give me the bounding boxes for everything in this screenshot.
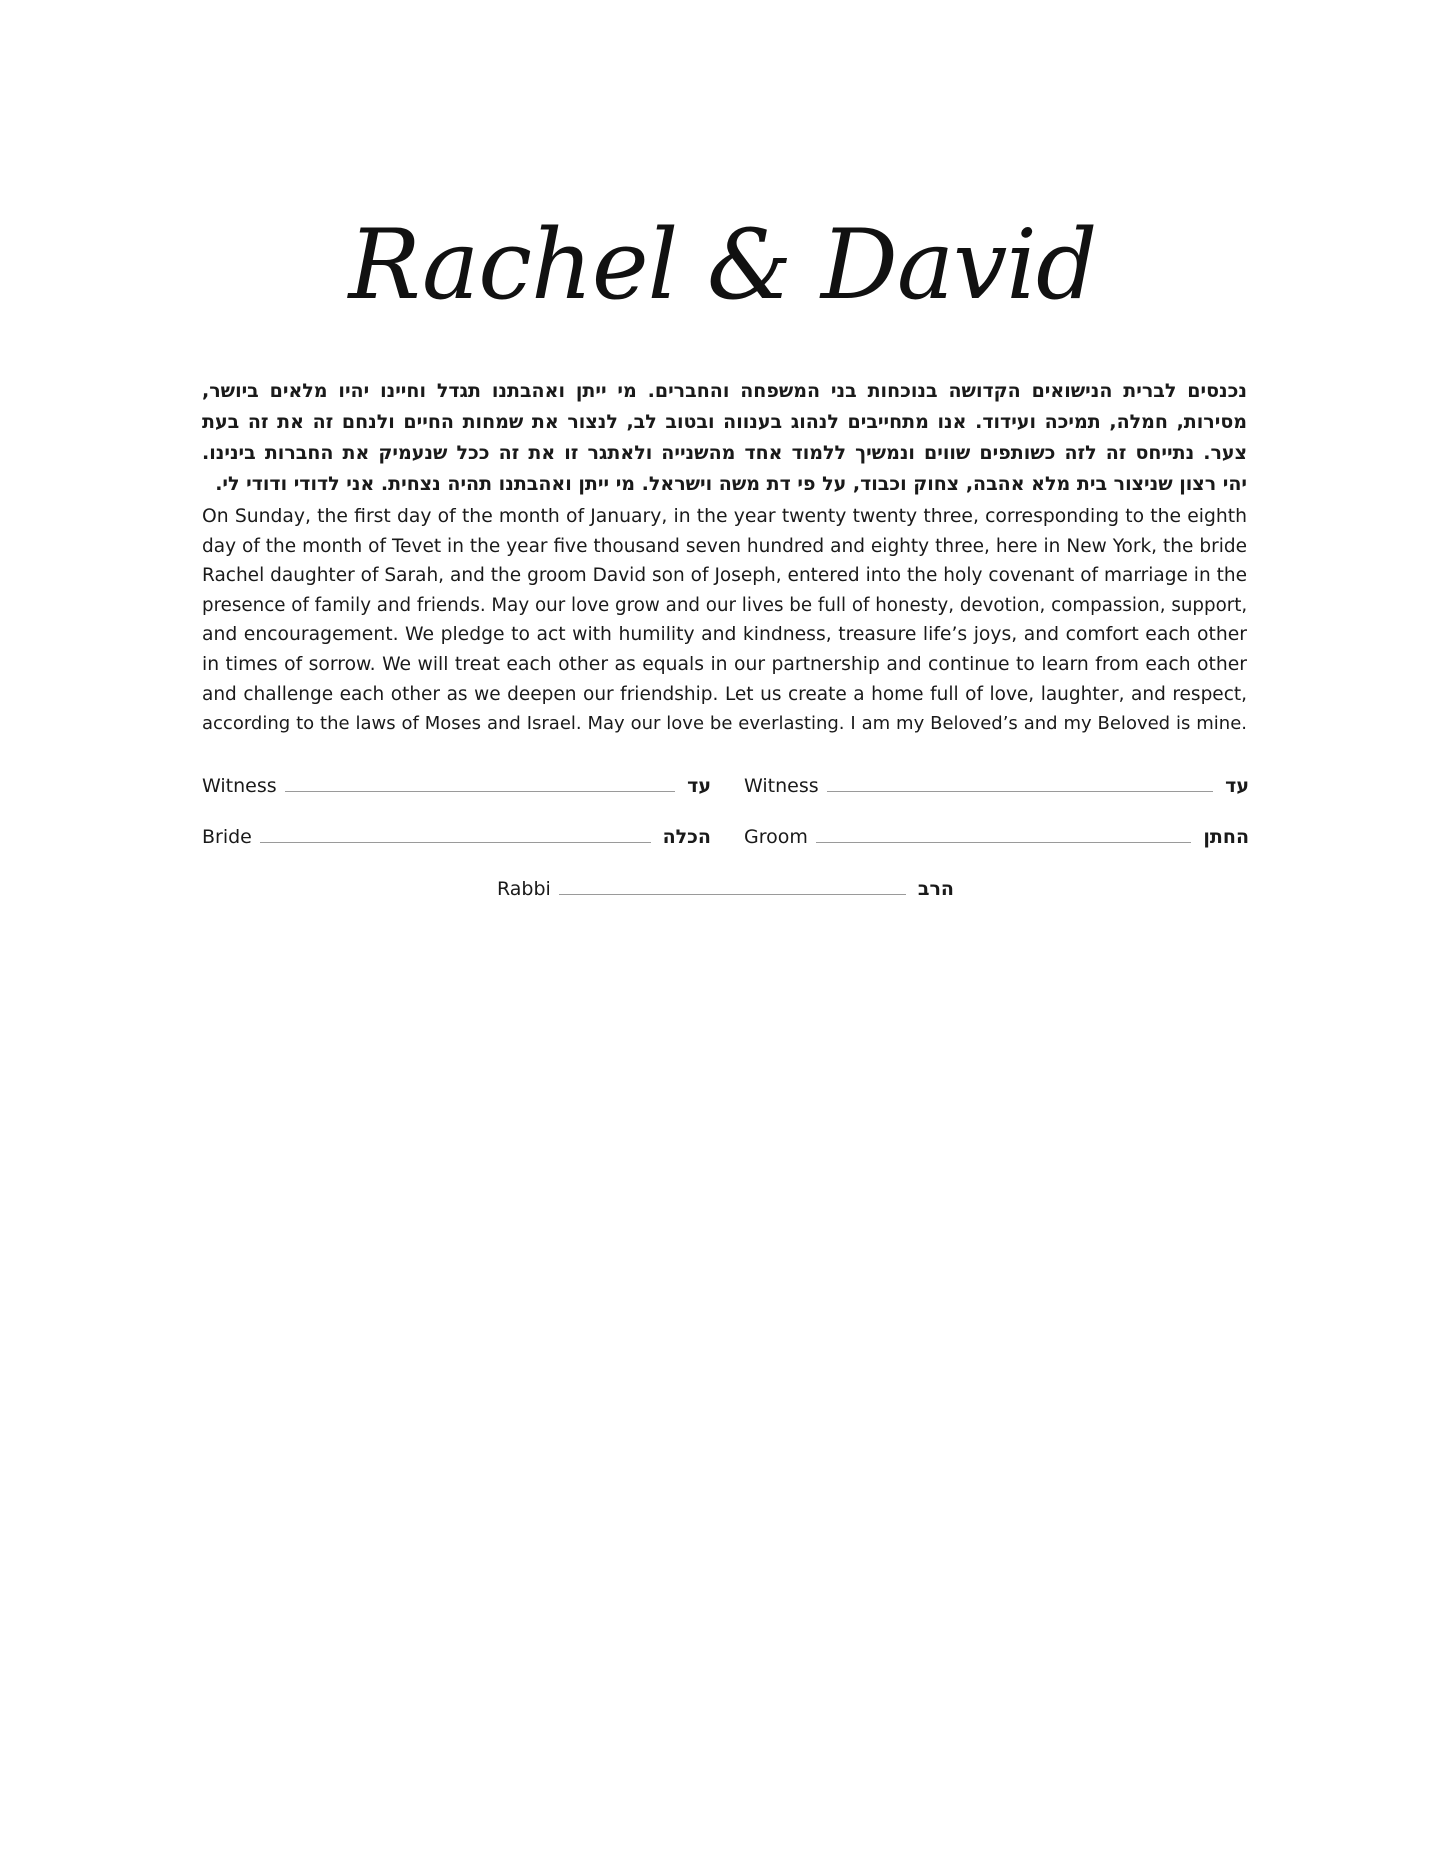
english-line: and encouragement. We pledge to act with humility and kindness, treasure life’s joys, and comfort each other xyxy=(202,624,1247,646)
rabbi-label: Rabbi xyxy=(497,878,551,900)
hebrew-text xyxy=(202,376,1247,500)
witness-1-label: Witness xyxy=(202,775,277,797)
witness-1-signature-line[interactable] xyxy=(202,767,711,797)
english-line: according to the laws of Moses and Israel. May our love be everlasting. I am my Beloved’s and my Beloved is mine. xyxy=(202,713,1247,735)
hebrew-line: צער. נתייחס זה לזה כשותפים שווים ונמשיך ללמוד אחד מהשנייה ולאתגר זו את זה ככל שנעמיק את החברות בינינו. xyxy=(202,442,1247,464)
rabbi-signature-line[interactable] xyxy=(497,870,954,900)
signature-rule xyxy=(816,842,1192,843)
english-line: in times of sorrow. We will treat each other as equals in our partnership and continue to learn from each other xyxy=(202,653,1247,675)
bride-signature-line[interactable] xyxy=(202,818,711,848)
witness-2-label: Witness xyxy=(744,775,819,797)
english-line: day of the month of Tevet in the year five thousand seven hundred and eighty three, here in New York, the bride xyxy=(202,535,1247,557)
english-line: and challenge each other as we deepen our friendship. Let us create a home full of love, laughter, and respect, xyxy=(202,683,1247,705)
hebrew-line: נכנסים לברית הנישואים הקדושה בנוכחות בני המשפחה והחברים. מי ייתן ואהבתנו תגדל וחיינו יהיו מלאים ביושר, xyxy=(202,380,1247,402)
signature-rule xyxy=(260,842,651,843)
groom-label: Groom xyxy=(744,826,808,848)
hebrew-line: יהי רצון שניצור בית מלא אהבה, צחוק וכבוד, על פי דת משה וישראל. מי ייתן ואהבתנו תהיה נצחית. אני לדודי ודודי לי. xyxy=(215,473,1247,495)
witness-1-hebrew-label: עד xyxy=(687,775,711,797)
bride-label: Bride xyxy=(202,826,252,848)
groom-hebrew-label: החתן xyxy=(1203,826,1249,848)
groom-signature-line[interactable] xyxy=(744,818,1249,848)
bride-hebrew-label: הכלה xyxy=(662,826,711,848)
english-line: On Sunday, the first day of the month of January, in the year twenty twenty three, corresponding to the eighth xyxy=(202,506,1247,527)
witness-2-hebrew-label: עד xyxy=(1225,775,1249,797)
english-text xyxy=(202,502,1247,739)
rabbi-hebrew-label: הרב xyxy=(917,878,954,900)
signature-rule xyxy=(827,791,1214,792)
hebrew-line: מסירות, חמלה, תמיכה ועידוד. אנו מתחייבים לנהוג בענווה ובטוב לב, לנצור את שמחות החיים ולנחם זה את זה בעת xyxy=(202,411,1247,433)
english-line: presence of family and friends. May our love grow and our lives be full of honesty, devotion, compassion, support, xyxy=(202,594,1248,616)
witness-2-signature-line[interactable] xyxy=(744,767,1249,797)
signature-rule xyxy=(285,791,676,792)
english-line: Rachel daughter of Sarah, and the groom David son of Joseph, entered into the holy covenant of marriage in the xyxy=(202,565,1247,587)
couple-names-title: Rachel & David xyxy=(348,209,1097,321)
signature-rule xyxy=(559,894,906,895)
